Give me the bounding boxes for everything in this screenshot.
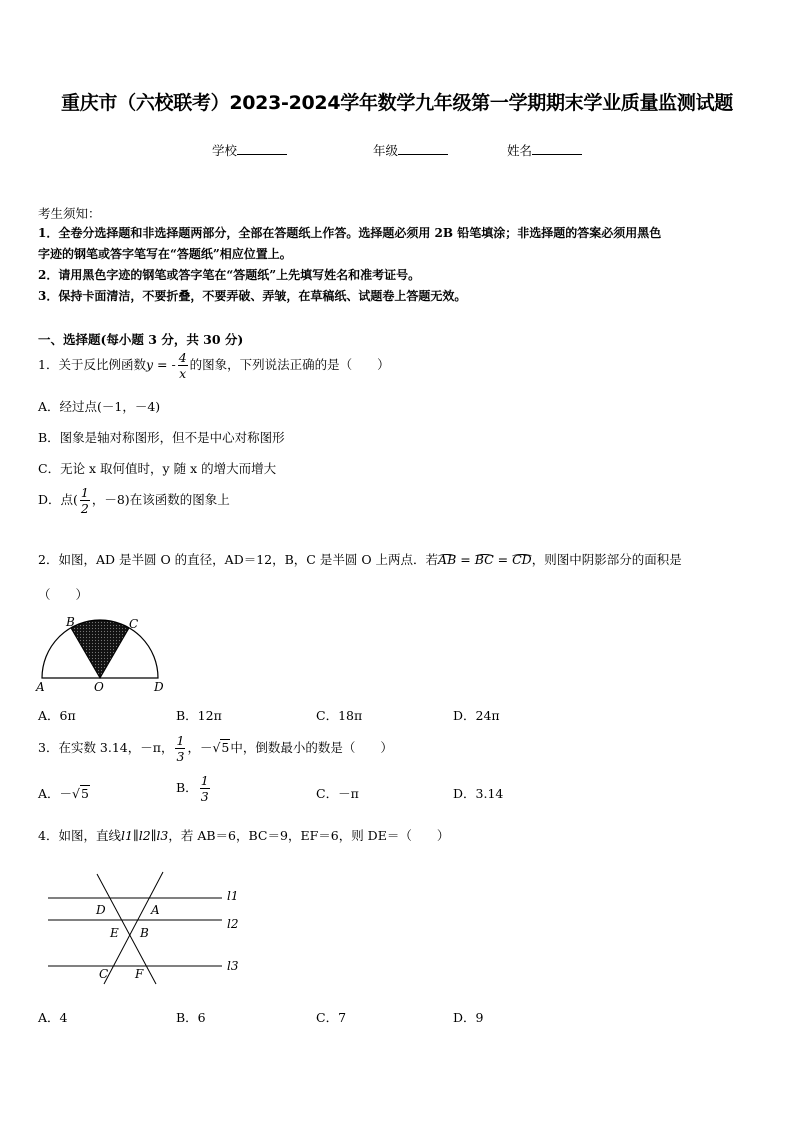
q3-option-d: D．3.14 — [453, 786, 504, 801]
q3-root: 5 — [221, 740, 230, 755]
q1-num: 4 — [178, 350, 187, 365]
q3-b-den: 3 — [200, 789, 209, 804]
q1-den: x — [179, 366, 187, 381]
q3-option-a — [38, 784, 90, 802]
label-b: B — [140, 926, 149, 940]
label-o: O — [94, 680, 104, 694]
q3-fraction — [175, 733, 185, 764]
label-b: B — [66, 615, 75, 629]
q3-option-b — [176, 773, 212, 804]
q1-fraction — [178, 350, 188, 381]
q2-eq1: = — [456, 552, 475, 567]
name-blank — [532, 142, 582, 155]
q3-post: 中，倒数最小的数是（ ） — [230, 740, 393, 755]
q2-arc-cd: CD — [512, 552, 532, 567]
q3-a-sqrt: √5 — [72, 786, 89, 801]
q1-option-b: B．图象是轴对称图形，但不是中心对称图形 — [38, 430, 285, 445]
q4-option-d: D．9 — [453, 1010, 484, 1025]
school-field — [212, 141, 287, 159]
q2-stem — [38, 550, 682, 568]
q4-pre: 4．如图，直线 — [38, 828, 121, 843]
q1-stem — [38, 350, 390, 381]
q1-d-pre: D．点( — [38, 492, 78, 507]
q3-b-pre: B． — [176, 780, 198, 795]
q3-den: 3 — [176, 749, 185, 764]
q1-pre: 1．关于反比例函数 — [38, 357, 146, 372]
grade-label: 年级 — [373, 143, 399, 158]
notice-line-1a: 1．全卷分选择题和非选择题两部分，全部在答题纸上作答。选择题必须用 2B 铅笔填涂；非选择题的答案必须用黑色 — [38, 226, 662, 240]
q3-sqrt: √5 — [212, 740, 230, 755]
label-f: F — [135, 967, 144, 981]
school-label: 学校 — [212, 143, 238, 158]
label-d: D — [96, 903, 106, 917]
label-l3: l3 — [227, 959, 239, 973]
q1-option-a: A．经过点(－1，－4) — [38, 399, 161, 414]
shaded-sector — [71, 620, 129, 678]
notice-line-2: 2．请用黑色字迹的钢笔或答字笔在“答题纸”上先填写姓名和准考证号。 — [38, 268, 421, 282]
q4-lines: l1∥l2∥l3 — [120, 828, 169, 843]
label-l1: l1 — [227, 889, 239, 903]
q3-a-root: 5 — [81, 786, 89, 801]
q1-d-fraction — [80, 485, 90, 516]
grade-blank — [398, 142, 448, 155]
q1-post: 的图象，下列说法正确的是（ ） — [189, 357, 390, 372]
notice-heading: 考生须知： — [38, 206, 101, 221]
q3-stem — [38, 733, 393, 764]
q2-semicircle-figure — [34, 612, 174, 694]
section-heading: 一、选择题(每小题 3 分，共 30 分) — [38, 332, 244, 347]
q1-option-c: C．无论 x 取何值时，y 随 x 的增大而增大 — [38, 461, 277, 476]
label-d: D — [154, 680, 164, 694]
q2-option-a: A．6π — [38, 708, 76, 723]
label-l2: l2 — [227, 917, 239, 931]
label-a: A — [36, 680, 45, 694]
page-title: 重庆市（六校联考）2023-2024学年数学九年级第一学期期末学业质量监测试题 — [61, 92, 733, 114]
name-field — [507, 141, 582, 159]
q2-arc-bc: BC — [474, 552, 494, 567]
school-blank — [237, 142, 287, 155]
q3-a-pre: A．－ — [38, 786, 73, 801]
q4-option-a: A．4 — [38, 1010, 68, 1025]
notice-line-1b: 字迹的钢笔或答字笔写在“答题纸”相应位置上。 — [38, 247, 292, 261]
notice-line-3: 3．保持卡面清洁，不要折叠，不要弄破、弄皱，在草稿纸、试题卷上答题无效。 — [38, 289, 467, 303]
q3-option-c: C．－π — [316, 786, 359, 801]
q1-option-d — [38, 485, 230, 516]
q1-d-num: 1 — [80, 485, 89, 500]
q3-mid: ，－ — [187, 740, 213, 755]
q3-pre: 3．在实数 3.14，－π， — [38, 740, 174, 755]
q2-post: ，则图中阴影部分的面积是 — [531, 552, 682, 567]
q2-option-b: B．12π — [176, 708, 222, 723]
q2-arc-ab: AB — [438, 552, 457, 567]
q2-paren: （ ） — [38, 587, 89, 602]
grade-field — [373, 141, 448, 159]
q4-option-c: C．7 — [316, 1010, 347, 1025]
q2-pre: 2．如图，AD 是半圆 O 的直径，AD＝12，B，C 是半圆 O 上两点．若 — [38, 552, 439, 567]
q3-b-fraction — [200, 773, 210, 804]
q4-post: ，若 AB＝6，BC＝9，EF＝6，则 DE＝（ ） — [168, 828, 450, 843]
label-c: C — [129, 617, 139, 631]
q2-eq2: = — [493, 552, 513, 567]
q4-stem — [38, 826, 449, 844]
q4-option-b: B．6 — [176, 1010, 206, 1025]
q3-num: 1 — [176, 733, 185, 748]
q1-lhs: y = - — [145, 357, 176, 372]
q4-parallel-lines-figure — [40, 866, 250, 986]
label-c: C — [99, 967, 109, 981]
name-label: 姓名 — [507, 143, 533, 158]
label-a: A — [151, 903, 160, 917]
q3-b-num: 1 — [200, 773, 209, 788]
label-e: E — [110, 926, 119, 940]
q1-d-den: 2 — [80, 501, 89, 516]
q1-d-post: ，－8)在该函数的图象上 — [91, 492, 230, 507]
q2-option-c: C．18π — [316, 708, 363, 723]
q2-option-d: D．24π — [453, 708, 500, 723]
